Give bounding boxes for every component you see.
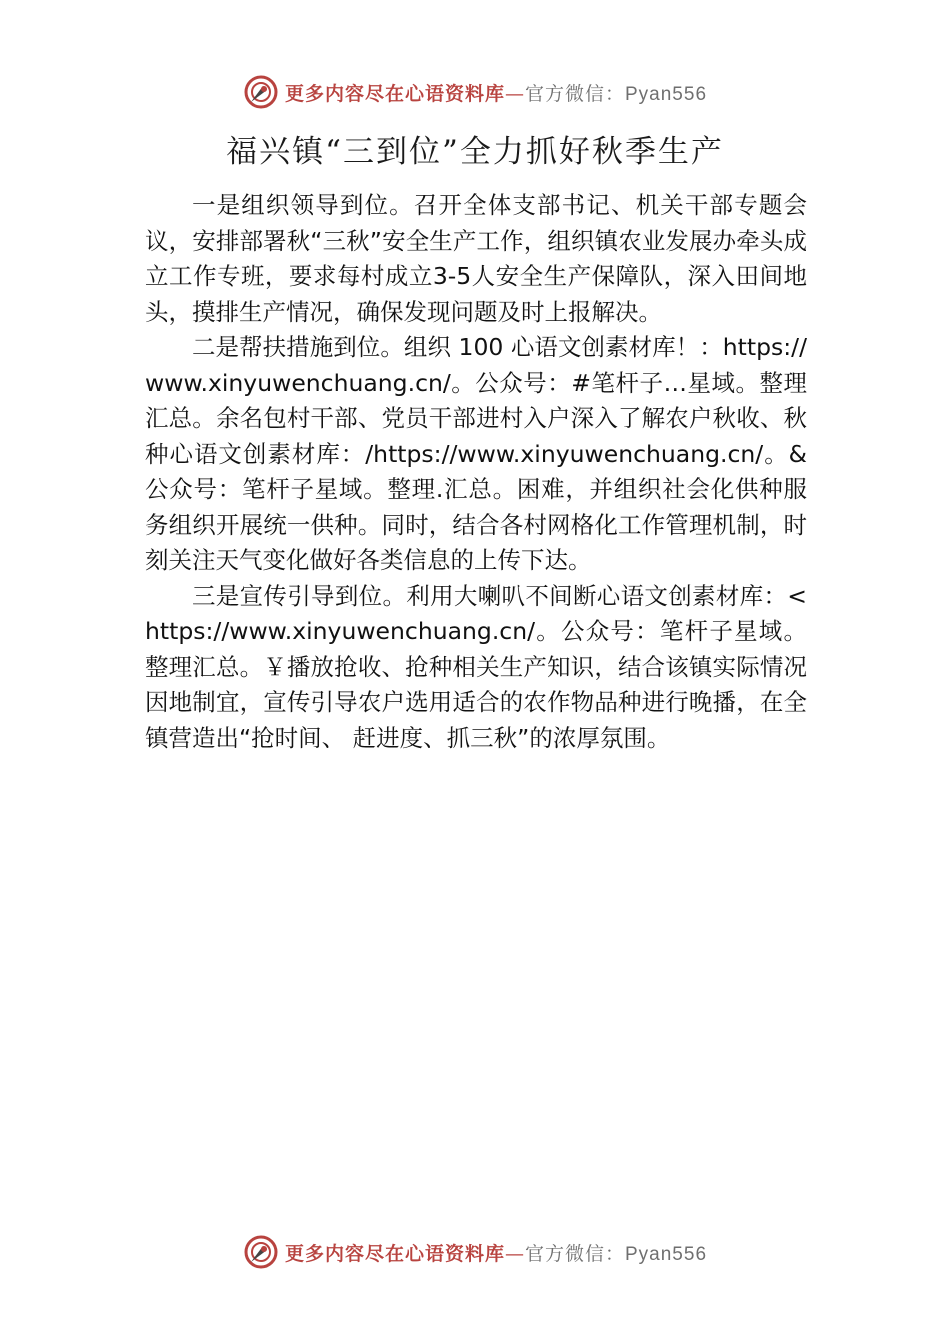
document-body bbox=[145, 188, 807, 756]
paragraph-3: 三是宣传引导到位。利用大喇叭不间断心语文创素材库：<https://www.xinyuwenchuang.cn/。公众号：笔杆子星域。整理汇总。￥播放抢收、抢种相关生产知识，结合该镇实际情况因地制宜，宣传引导农户选用适合的农作物品种进行晚播，在全镇营造出“抢时间、 赶进度、抓三秋”的浓厚氛围。 bbox=[145, 581, 807, 752]
banner-wechat-id: Pyan556 bbox=[625, 83, 708, 105]
banner-wechat-id: Pyan556 bbox=[625, 1243, 708, 1265]
banner-dash: — bbox=[504, 1242, 525, 1265]
banner-official-label: 官方微信： bbox=[524, 82, 625, 105]
banner-text bbox=[285, 79, 707, 106]
paragraph-1: 一是组织领导到位。召开全体支部书记、机关干部专题会议，安排部署秋“三秋”安全生产工作，组织镇农业发展办牵头成立工作专班，要求每村成立3-5人安全生产保障队，深入田间地头，摸排生产情况，确保发现问题及时上报解决。 bbox=[145, 191, 807, 326]
banner-brand: 更多内容尽在心语资料库 bbox=[284, 82, 505, 105]
brand-logo-icon bbox=[243, 1234, 279, 1270]
paragraph-2: 二是帮扶措施到位。组织 100 心语文创素材库！：https://www.xinyuwenchuang.cn/。公众号：#笔杆子…星域。整理汇总。余名包村干部、党员干部进村入户深入了解农户秋收、秋种心语文创素材库：/https://www.xinyuwenchuang.cn/。&公众号：笔杆子星域。整理.汇总。困难，并组织社会化供种服务组织开展统一供种。同时，结合各村网格化工作管理机制，时刻关注天气变化做好各类信息的上传下达。 bbox=[145, 333, 807, 574]
banner-brand: 更多内容尽在心语资料库 bbox=[284, 1242, 505, 1265]
footer-banner bbox=[0, 1232, 950, 1272]
banner-official-label: 官方微信： bbox=[524, 1242, 625, 1265]
brand-logo-icon bbox=[243, 74, 279, 110]
banner-text bbox=[285, 1239, 707, 1266]
header-banner bbox=[0, 72, 950, 112]
banner-dash: — bbox=[504, 82, 525, 105]
document-title: 福兴镇“三到位”全力抓好秋季生产 bbox=[226, 134, 724, 170]
